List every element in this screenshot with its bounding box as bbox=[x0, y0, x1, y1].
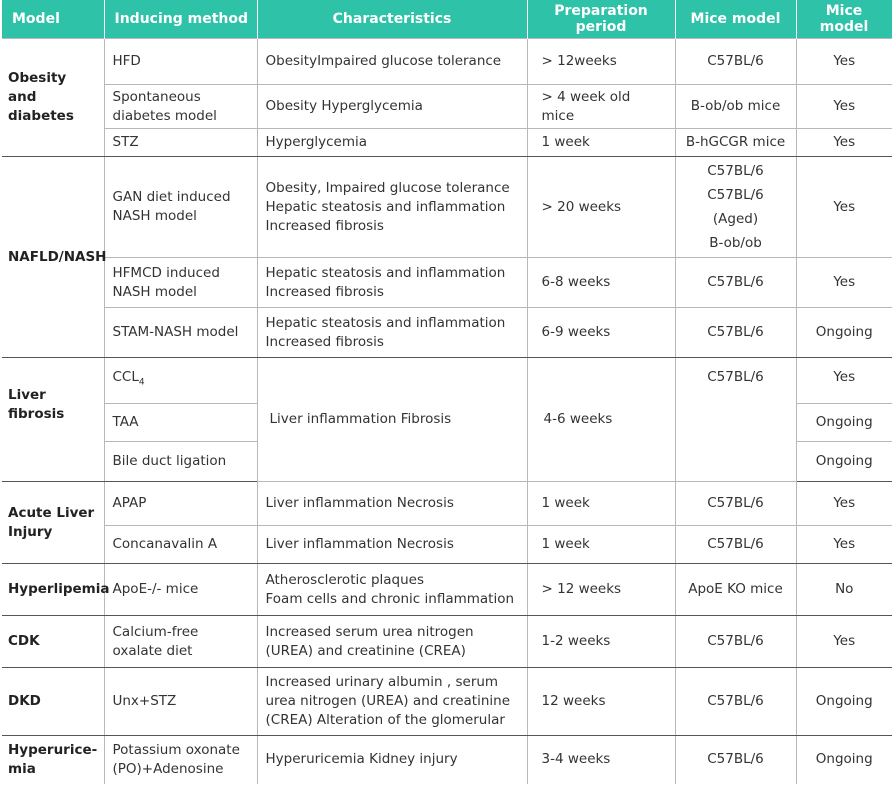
status-cell: Ongoing bbox=[796, 308, 892, 358]
characteristics-cell: Liver inflammation Fibrosis bbox=[257, 358, 527, 482]
status-cell: Yes bbox=[796, 482, 892, 526]
method-cell: Bile duct ligation bbox=[104, 442, 257, 482]
mice-cell: ApoE KO mice bbox=[675, 564, 796, 616]
period-cell: 4-6 weeks bbox=[527, 358, 675, 482]
model-cell: Acute Liver Injury bbox=[2, 482, 104, 564]
method-cell: GAN diet induced NASH model bbox=[104, 157, 257, 258]
method-cell: HFD bbox=[104, 39, 257, 85]
model-cell: NAFLD/NASH bbox=[2, 157, 104, 358]
table-row bbox=[2, 736, 892, 784]
status-cell: Yes bbox=[796, 129, 892, 157]
mice-cell: B-hGCGR mice bbox=[675, 129, 796, 157]
model-cell: Hyperlipemia bbox=[2, 564, 104, 616]
status-cell: No bbox=[796, 564, 892, 616]
period-cell: > 12weeks bbox=[527, 39, 675, 85]
mice-cell: C57BL/6 bbox=[675, 308, 796, 358]
mice-cell: C57BL/6 bbox=[675, 358, 796, 482]
mice-cell: C57BL/6 bbox=[675, 526, 796, 564]
status-cell: Ongoing bbox=[796, 736, 892, 784]
table-row bbox=[2, 668, 892, 736]
characteristics-cell: ObesityImpaired glucose tolerance bbox=[257, 39, 527, 85]
mice-cell: C57BL/6 C57BL/6 (Aged) B-ob/ob bbox=[675, 157, 796, 258]
characteristics-cell: Hyperuricemia Kidney injury bbox=[257, 736, 527, 784]
period-cell: 6-8 weeks bbox=[527, 258, 675, 308]
mice-cell: C57BL/6 bbox=[675, 258, 796, 308]
period-cell: 1 week bbox=[527, 129, 675, 157]
header-mice-model: Mice model bbox=[675, 0, 796, 39]
period-cell: 1-2 weeks bbox=[527, 616, 675, 668]
method-cell: Potassium oxonate (PO)+Adenosine bbox=[104, 736, 257, 784]
table-row bbox=[2, 482, 892, 526]
mice-cell: B-ob/ob mice bbox=[675, 85, 796, 129]
status-cell: Yes bbox=[796, 616, 892, 668]
characteristics-cell: Hepatic steatosis and inflammation Increased fibrosis bbox=[257, 258, 527, 308]
status-cell: Yes bbox=[796, 258, 892, 308]
header-model: Model bbox=[2, 0, 104, 39]
period-cell: > 4 week old mice bbox=[527, 85, 675, 129]
model-cell: Obesity and diabetes bbox=[2, 39, 104, 157]
table-row bbox=[2, 616, 892, 668]
status-cell: Ongoing bbox=[796, 404, 892, 442]
characteristics-cell: Increased serum urea nitrogen (UREA) and creatinine (CREA) bbox=[257, 616, 527, 668]
status-cell: Ongoing bbox=[796, 668, 892, 736]
method-cell: APAP bbox=[104, 482, 257, 526]
method-cell: TAA bbox=[104, 404, 257, 442]
status-cell: Yes bbox=[796, 358, 892, 404]
period-cell: 1 week bbox=[527, 526, 675, 564]
mice-cell: C57BL/6 bbox=[675, 616, 796, 668]
status-cell: Yes bbox=[796, 39, 892, 85]
period-cell: 6-9 weeks bbox=[527, 308, 675, 358]
table-row bbox=[2, 157, 892, 258]
model-cell: DKD bbox=[2, 668, 104, 736]
status-cell: Yes bbox=[796, 526, 892, 564]
header-preparation-period: Preparation period bbox=[527, 0, 675, 39]
method-cell: ApoE-/- mice bbox=[104, 564, 257, 616]
period-cell: 1 week bbox=[527, 482, 675, 526]
characteristics-cell: Obesity, Impaired glucose tolerance Hepatic steatosis and inflammation Increased fibrosis bbox=[257, 157, 527, 258]
period-cell: > 20 weeks bbox=[527, 157, 675, 258]
mice-cell: C57BL/6 bbox=[675, 736, 796, 784]
mice-cell: C57BL/6 bbox=[675, 482, 796, 526]
table-row bbox=[2, 85, 892, 129]
method-cell: Calcium-free oxalate diet bbox=[104, 616, 257, 668]
characteristics-cell: Increased urinary albumin , serum urea nitrogen (UREA) and creatinine (CREA) Alteration of the glomerular bbox=[257, 668, 527, 736]
header-inducing-method: Inducing method bbox=[104, 0, 257, 39]
table-row bbox=[2, 526, 892, 564]
method-cell: STAM-NASH model bbox=[104, 308, 257, 358]
characteristics-cell: Hyperglycemia bbox=[257, 129, 527, 157]
status-cell: Ongoing bbox=[796, 442, 892, 482]
characteristics-cell: Liver inflammation Necrosis bbox=[257, 482, 527, 526]
characteristics-cell: Liver inflammation Necrosis bbox=[257, 526, 527, 564]
method-cell: Concanavalin A bbox=[104, 526, 257, 564]
table-row bbox=[2, 308, 892, 358]
mice-cell: C57BL/6 bbox=[675, 39, 796, 85]
period-cell: > 12 weeks bbox=[527, 564, 675, 616]
table-row bbox=[2, 258, 892, 308]
model-cell: Liver fibrosis bbox=[2, 358, 104, 482]
table-row bbox=[2, 358, 892, 404]
period-cell: 3-4 weeks bbox=[527, 736, 675, 784]
method-cell: Spontaneous diabetes model bbox=[104, 85, 257, 129]
status-cell: Yes bbox=[796, 85, 892, 129]
mice-cell: C57BL/6 bbox=[675, 668, 796, 736]
method-cell: HFMCD induced NASH model bbox=[104, 258, 257, 308]
mouse-models-table bbox=[2, 0, 893, 784]
status-cell: Yes bbox=[796, 157, 892, 258]
model-cell: CDK bbox=[2, 616, 104, 668]
table-row bbox=[2, 129, 892, 157]
characteristics-cell: Atherosclerotic plaques Foam cells and chronic inflammation bbox=[257, 564, 527, 616]
table-row bbox=[2, 564, 892, 616]
header-availability: Mice model bbox=[796, 0, 892, 39]
model-cell: Hyperurice-mia bbox=[2, 736, 104, 784]
header-characteristics: Characteristics bbox=[257, 0, 527, 39]
characteristics-cell: Obesity Hyperglycemia bbox=[257, 85, 527, 129]
period-cell: 12 weeks bbox=[527, 668, 675, 736]
header-row bbox=[2, 0, 892, 39]
characteristics-cell: Hepatic steatosis and inflammation Increased fibrosis bbox=[257, 308, 527, 358]
method-cell: STZ bbox=[104, 129, 257, 157]
method-cell: Unx+STZ bbox=[104, 668, 257, 736]
table-row bbox=[2, 39, 892, 85]
method-cell: $CCL_4$ bbox=[104, 358, 257, 404]
